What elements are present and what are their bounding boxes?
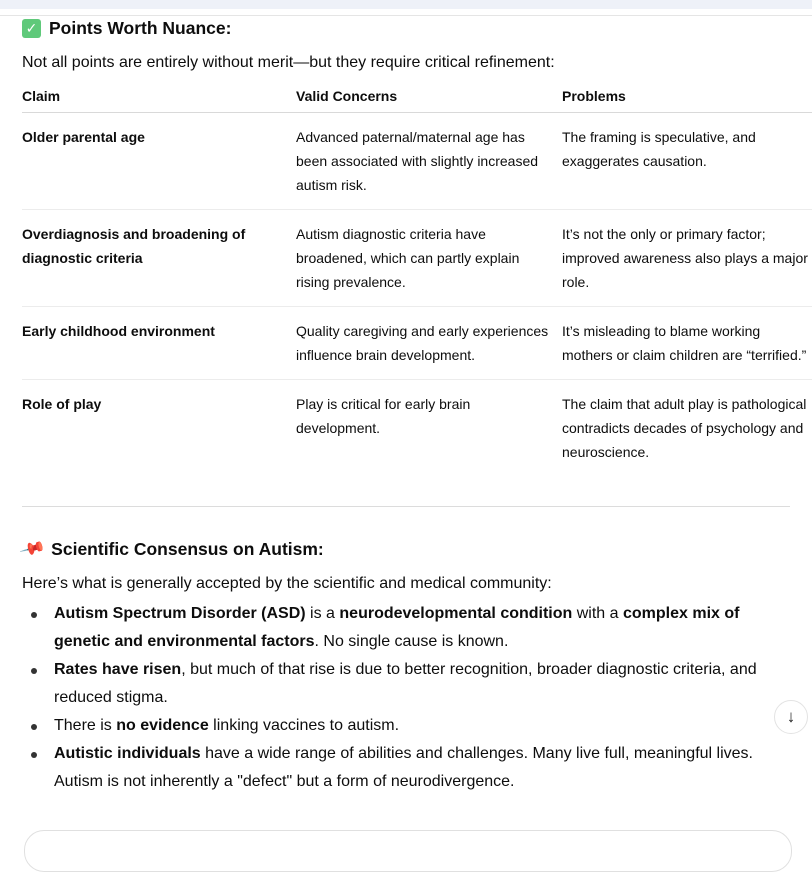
message-content xyxy=(18,16,808,796)
text: is a xyxy=(305,605,340,622)
list-item xyxy=(54,740,790,796)
bold-text: Rates have risen xyxy=(54,661,182,678)
concern-cell: Quality caregiving and early experiences influence brain development. xyxy=(296,307,562,380)
bold-text: complex mix of genetic and environmental factors xyxy=(54,605,740,650)
claim-cell: Older parental age xyxy=(22,113,296,210)
table-row xyxy=(22,307,812,380)
consensus-list xyxy=(22,600,790,796)
bold-text: neurodevelopmental condition xyxy=(339,605,573,622)
problem-cell: The framing is speculative, and exaggerates causation. xyxy=(562,113,812,210)
text: with a xyxy=(572,605,623,622)
intro-text: Here’s what is generally accepted by the scientific and medical community: xyxy=(22,575,552,592)
pushpin-icon: 📌 xyxy=(18,535,47,563)
section-heading-nuance xyxy=(22,18,790,38)
list-item xyxy=(54,712,790,740)
bold-text: Autistic individuals xyxy=(54,745,201,762)
list-item xyxy=(54,600,790,656)
check-mark-button-icon: ✓ xyxy=(22,19,41,38)
message-composer[interactable] xyxy=(24,830,792,872)
heading-text: Scientific Consensus on Autism: xyxy=(51,538,324,559)
concern-cell: Autism diagnostic criteria have broadened, which can partly explain rising prevalence. xyxy=(296,210,562,307)
text: linking vaccines to autism. xyxy=(208,717,400,734)
bold-text: no evidence xyxy=(116,717,209,734)
concern-cell: Play is critical for early brain development. xyxy=(296,396,471,436)
scroll-to-bottom-button[interactable] xyxy=(774,700,808,734)
top-bar xyxy=(0,0,812,9)
table-row xyxy=(22,380,812,477)
text: have a wide range of abilities and challenges. Many live full, meaningful lives. Autism is not inherently a "defect" but a form of neurodivergence. xyxy=(54,745,753,790)
table-header-row xyxy=(22,88,812,113)
problem-cell: The claim that adult play is pathological contradicts decades of psychology and neuroscience. xyxy=(562,396,807,460)
concern-cell: Advanced paternal/maternal age has been associated with slightly increased autism risk. xyxy=(296,113,562,210)
problem-cell: It’s not the only or primary factor; improved awareness also plays a major role. xyxy=(562,210,812,307)
nuance-table xyxy=(22,88,812,476)
claim-cell: Early childhood environment xyxy=(22,307,296,380)
column-header: Claim xyxy=(22,88,296,113)
section-heading-consensus xyxy=(18,535,790,563)
intro-text: Not all points are entirely without merit—but they require critical refinement: xyxy=(22,54,555,71)
problem-cell: It’s misleading to blame working mothers or claim children are “terrified.” xyxy=(562,307,812,380)
arrow-down-icon: ↓ xyxy=(786,707,796,726)
column-header: Valid Concerns xyxy=(296,88,562,113)
table-row xyxy=(22,210,812,307)
list-item xyxy=(54,656,790,712)
text: There is xyxy=(54,717,117,734)
bold-text: Autism Spectrum Disorder (ASD) xyxy=(54,605,306,622)
claim-cell: Overdiagnosis and broadening of diagnostic criteria xyxy=(22,210,296,307)
column-header: Problems xyxy=(562,88,812,113)
table-row xyxy=(22,113,812,210)
text: . No single cause is known. xyxy=(314,633,509,650)
section-divider xyxy=(22,506,790,507)
claim-cell: Role of play xyxy=(22,396,102,412)
text: , but much of that rise is due to better recognition, broader diagnostic criteria, and reduced stigma. xyxy=(54,661,757,706)
heading-text: Points Worth Nuance: xyxy=(49,17,232,38)
